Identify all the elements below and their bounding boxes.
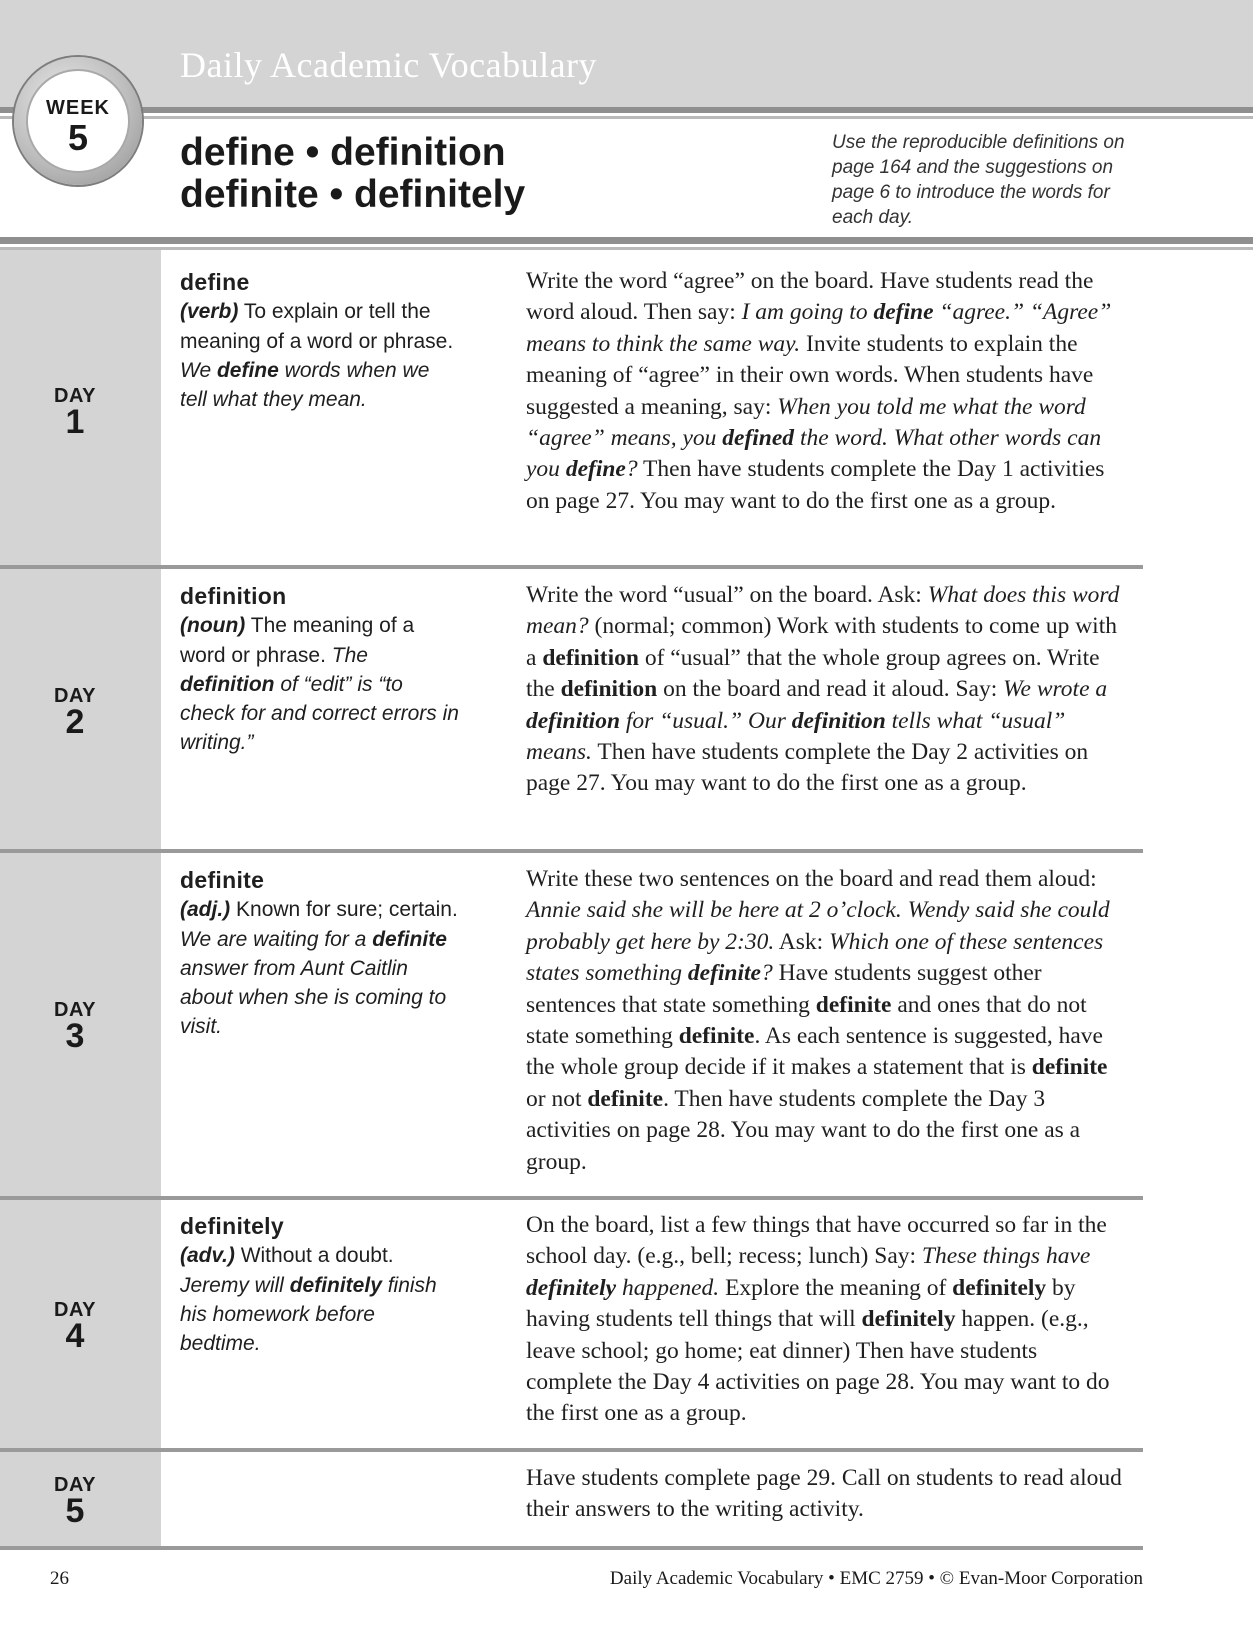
emphasized-vocab-word: definite xyxy=(587,1085,664,1112)
day-word: DAY xyxy=(54,1474,96,1496)
footer-rule xyxy=(0,1546,1143,1550)
instructions-day-2 xyxy=(526,580,1126,800)
example-text: answer from Aunt Caitlin about when she is coming to visit. xyxy=(180,956,447,1039)
week-words xyxy=(180,132,525,216)
instruction-text: and ones that do not state something xyxy=(526,991,1087,1050)
words-rule xyxy=(0,237,1253,244)
emphasized-vocab-word: definitely xyxy=(861,1306,956,1333)
instruction-text: These things have xyxy=(921,1243,1091,1270)
example-word: definition xyxy=(180,672,275,696)
header-rule-thin xyxy=(0,116,1253,119)
week-badge xyxy=(14,57,142,185)
instruction-text: Invite students to explain the meaning of “agree” in their own words. When students have suggested a meaning, say: xyxy=(526,330,1094,420)
instruction-text: by having students tell things that will xyxy=(526,1274,1076,1333)
vocab-entry-define xyxy=(180,268,460,414)
row-separator xyxy=(0,1448,1143,1452)
emphasized-vocab-word: definite xyxy=(678,1023,755,1050)
week-number: 5 xyxy=(67,117,89,158)
example-text: We are waiting for a xyxy=(180,927,373,951)
words-rule-thin xyxy=(0,247,1253,250)
instruction-text: the word. What other words can you xyxy=(526,425,1102,483)
day-word: DAY xyxy=(54,385,96,407)
entry-definition: To explain or tell the meaning of a word or phrase. xyxy=(180,300,454,353)
example-text: Jeremy will xyxy=(180,1273,290,1297)
example-text: finish his homework before bedtime. xyxy=(180,1273,437,1356)
week-words-line-2: definite • definitely xyxy=(180,173,526,216)
day-word: DAY xyxy=(54,685,96,707)
day-word: DAY xyxy=(54,999,96,1021)
emphasized-vocab-word: definition xyxy=(791,707,886,734)
day-word: DAY xyxy=(54,1299,96,1321)
day-label-4 xyxy=(0,1299,150,1355)
instruction-text: We wrote a xyxy=(1003,676,1108,703)
instruction-text: Then have students complete the Day 1 activities on page 27. You may want to do the first one as a group. xyxy=(526,456,1105,514)
instruction-text: Which one of these sentences states something xyxy=(526,928,1104,987)
day-number: 4 xyxy=(65,1317,85,1355)
entry-word: definitely xyxy=(180,1213,284,1239)
instruction-text: . As each sentence is suggested, have the whole group decide if it makes a statement that is xyxy=(526,1023,1103,1081)
instructions-day-4 xyxy=(526,1210,1126,1430)
example-text: The xyxy=(331,643,368,667)
instruction-text: on the board and read it aloud. Say: xyxy=(657,676,1004,703)
emphasized-vocab-word: definition xyxy=(526,707,621,734)
example-word: definite xyxy=(372,927,447,951)
intro-note: Use the reproducible definitions on page 164 and the suggestions on page 6 to introduce the words for each day. xyxy=(832,132,1125,228)
instruction-text: (normal; common) Work with students to come up with a xyxy=(526,613,1117,671)
day-label-5 xyxy=(0,1474,150,1530)
entry-definition: Without a doubt. xyxy=(234,1244,394,1268)
entry-definition: The meaning of a word or phrase. xyxy=(180,614,415,667)
instruction-text: happen. (e.g., leave school; go home; eat dinner) Then have students complete the Day 4 activities on page 28. You may want to do the first one as a group. xyxy=(526,1306,1110,1427)
instructions-day-3 xyxy=(526,864,1126,1178)
vocab-entry-definition xyxy=(180,582,460,758)
instruction-text: I am going to xyxy=(741,299,874,326)
page-number: 26 xyxy=(50,1568,69,1589)
emphasized-vocab-word: definitely xyxy=(526,1274,617,1301)
day-label-2 xyxy=(0,685,150,741)
instruction-text: Have students suggest other sentences that state something xyxy=(526,960,1042,1018)
entry-word: definite xyxy=(180,867,265,893)
part-of-speech: (adj.) xyxy=(180,898,231,922)
instruction-text: When you told me what the word “agree” means, you xyxy=(526,393,1086,452)
vocab-entry-definitely xyxy=(180,1212,460,1358)
emphasized-vocab-word: definite xyxy=(1031,1054,1108,1081)
instruction-text: tells what “usual” means. xyxy=(526,707,1066,766)
instruction-text: “agree.” “Agree” means to think the same way. xyxy=(526,299,1112,357)
instruction-text: or not xyxy=(526,1085,588,1112)
example-text: of “edit” is “to check for and correct errors in writing.” xyxy=(180,672,459,755)
example-text: words when we tell what they mean. xyxy=(180,358,430,412)
example-word: definitely xyxy=(289,1273,382,1297)
week-words-line-1: define • definition xyxy=(180,131,506,174)
emphasized-vocab-word: define xyxy=(873,299,934,326)
day-label-1 xyxy=(0,385,150,441)
week-label: WEEK xyxy=(46,97,110,119)
instruction-text: What does this word mean? xyxy=(526,582,1120,640)
instruction-text: Write the word “agree” on the board. Have students read the word aloud. Then say: xyxy=(526,268,1094,326)
entry-word: definition xyxy=(180,583,287,609)
instruction-text: Have students complete page 29. Call on students to read aloud their answers to the writing activity. xyxy=(526,1465,1122,1523)
instruction-text: for “usual.” Our xyxy=(620,707,792,734)
part-of-speech: (verb) xyxy=(180,300,239,324)
instruction-text: Ask: xyxy=(774,928,830,955)
entry-definition: Known for sure; certain. xyxy=(230,898,458,922)
emphasized-vocab-word: defined xyxy=(722,425,795,452)
instruction-text: . Then have students complete the Day 3 activities on page 28. You may want to do the first one as a group. xyxy=(526,1085,1081,1175)
day-label-3 xyxy=(0,999,150,1055)
row-separator xyxy=(0,849,1143,853)
entry-word: define xyxy=(180,269,250,295)
instruction-text: Explore the meaning of xyxy=(719,1274,953,1301)
vocab-entry-definite xyxy=(180,866,460,1042)
instructions-day-5 xyxy=(526,1463,1126,1526)
emphasized-vocab-word: definition xyxy=(560,676,658,703)
instruction-text: Write the word “usual” on the board. Ask: xyxy=(526,582,928,608)
header-rule xyxy=(0,107,1253,113)
emphasized-vocab-word: define xyxy=(565,456,626,483)
instruction-text: Write these two sentences on the board and read them aloud: xyxy=(526,866,1097,892)
part-of-speech: (noun) xyxy=(180,614,246,638)
instructions-day-1 xyxy=(526,266,1126,517)
week-badge-inner xyxy=(26,69,130,173)
series-title: Daily Academic Vocabulary xyxy=(180,45,598,85)
part-of-speech: (adv.) xyxy=(180,1244,235,1268)
day-number: 5 xyxy=(65,1492,85,1530)
instruction-text: of “usual” that the whole group agrees on. Write the xyxy=(526,644,1100,703)
emphasized-vocab-word: definite xyxy=(687,960,761,987)
emphasized-vocab-word: definitely xyxy=(952,1274,1047,1301)
row-separator xyxy=(0,1196,1143,1200)
emphasized-vocab-word: definition xyxy=(542,644,639,671)
day-number: 3 xyxy=(65,1017,85,1055)
instruction-text: On the board, list a few things that have occurred so far in the school day. (e.g., bell; recess; lunch) Say: xyxy=(526,1212,1107,1270)
day-number: 1 xyxy=(65,403,85,441)
instruction-text: Annie said she will be here at 2 o’clock. Wendy said she could probably get here by 2:30. xyxy=(526,897,1110,955)
example-text: We xyxy=(180,358,217,382)
instruction-text: Then have students complete the Day 2 activities on page 27. You may want to do the first one as a group. xyxy=(526,739,1089,797)
footer-credit: Daily Academic Vocabulary • EMC 2759 • © Evan-Moor Corporation xyxy=(609,1568,1143,1589)
example-word: define xyxy=(216,358,279,382)
row-separator xyxy=(0,565,1143,569)
emphasized-vocab-word: definite xyxy=(815,991,892,1018)
day-number: 2 xyxy=(65,703,85,741)
instruction-text: happened. xyxy=(616,1274,720,1301)
instruction-text: ? xyxy=(760,960,773,987)
instruction-text: ? xyxy=(625,456,638,483)
